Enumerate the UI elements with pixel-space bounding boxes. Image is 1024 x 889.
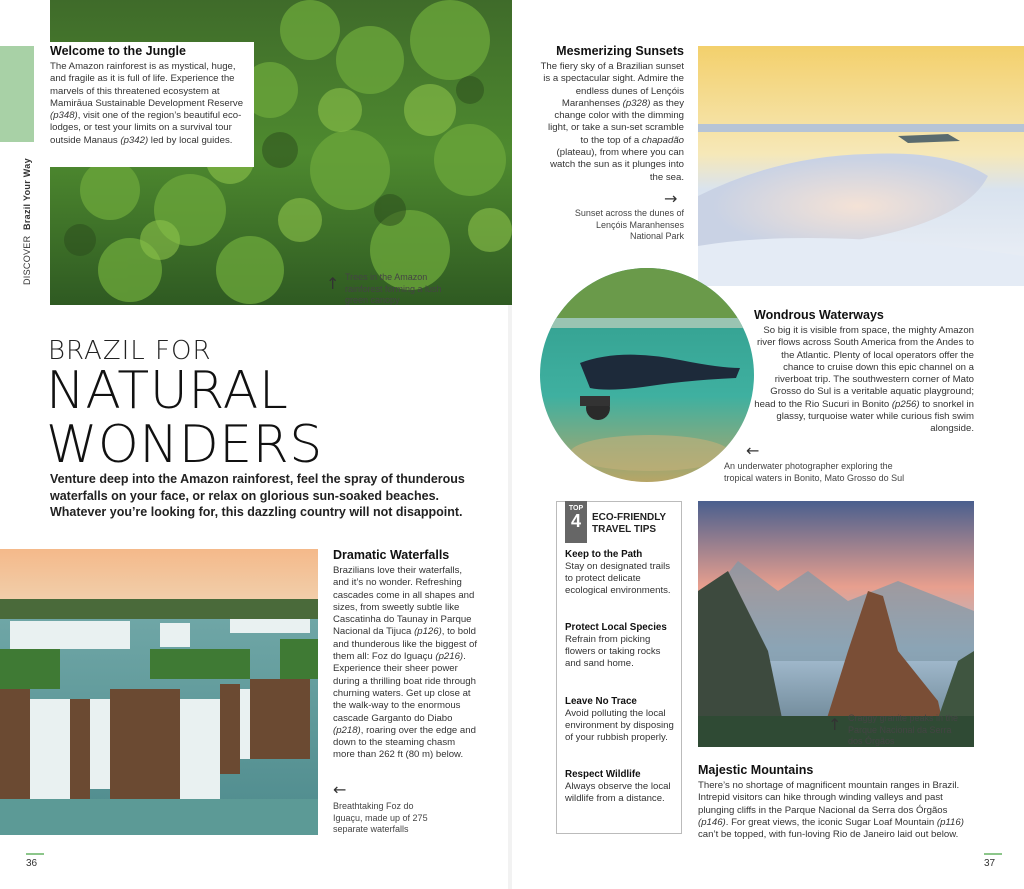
- waterways-body: So big it is visible from space, the mighty Amazon river flows across South America from the Andes to the Atlantic. Plenty of local operators offer the chance to cruise down this epic channel on a riverboat trip. The southwestern corner of Mato Grosso do Sul is a veritable aquatic playground; head to the Rio Sucuri in Bonito (p256) to snorkel in glassy, turquoise water while curious fish swim alongside.: [754, 325, 974, 435]
- granite-peaks-photo: [698, 501, 974, 747]
- jungle-section: [50, 44, 250, 147]
- page-number-right: 37: [984, 853, 1002, 869]
- waterways-section: [754, 308, 978, 436]
- title-line-2: WONDERS: [46, 415, 323, 475]
- sunsets-heading: Mesmerizing Sunsets: [556, 44, 684, 58]
- caption-arrow-left-icon-2: ←: [746, 441, 760, 460]
- jungle-heading: Welcome to the Jungle: [50, 44, 186, 58]
- waterfalls-caption: Breathtaking Foz do Iguaçu, made up of 275 separate waterfalls: [333, 801, 428, 834]
- sunsets-caption: Sunset across the dunes of Lençóis Maranhenses National Park: [574, 208, 684, 241]
- iguacu-falls-photo: [0, 549, 318, 835]
- underwater-photographer-photo: [540, 268, 754, 482]
- section-tab: [0, 46, 34, 142]
- jungle-body: The Amazon rainforest is as mystical, huge, and fragile as it is full of life. Experience the marvels of this threatened ecosystem at Mamirāua Sustainable Development Reserve (p348), visit one of the region’s beautiful eco-lodges, or test your limits on a survival tour outside Manaus (p342) led by local guides.: [50, 61, 244, 146]
- sunsets-section: [540, 44, 684, 184]
- caption-arrow-left-icon: ←: [333, 780, 347, 799]
- page-title: [46, 361, 323, 475]
- mountains-caption: Craggy granite peaks in the Parque Nacional da Serra dos Órgãos: [848, 713, 959, 746]
- jungle-caption: Trees in the Amazon rainforest forming a lush green canopy: [345, 272, 442, 305]
- waterfalls-section: [333, 548, 478, 762]
- title-kicker: BRAZIL FOR: [48, 336, 212, 366]
- mountains-section: [698, 763, 974, 841]
- tip-item: Respect Wildlife Always observe the local wildlife from a distance.: [565, 769, 671, 805]
- waterfalls-body: Brazilians love their waterfalls, and it’s no wonder. Refreshing cascades come in all shapes and sizes, from sweetly subtle like Cascatinha do Taunay in Parque Nacional da Tijuca (p126), to bold and thunderous like the biggest of them all: Foz do Iguaçu (p216). Experience their sheer power during a thrilling boat ride through churning waters. Get up close at the walk-way to the enormous cascade Garganto do Diabo (p218), roaring over the edge and down to the steaming chasm more than 262 ft (80 m) below.: [333, 565, 478, 761]
- waterways-caption: An underwater photographer exploring the tropical waters in Bonito, Mato Grosso do Sul: [724, 461, 905, 483]
- top-badge: TOP 4: [565, 501, 587, 543]
- discover-label: DISCOVER: [22, 235, 32, 285]
- mountains-body: There’s no shortage of magnificent mountain ranges in Brazil. Intrepid visitors can hike through winding valleys and past plunging cliffs in the Parque Nacional da Serra dos Órgãos (p146). For great views, the iconic Sugar Loaf Mountain (p116) can’t be topped, with fun-loving Rio de Janeiro laid out below.: [698, 780, 964, 841]
- mountains-heading: Majestic Mountains: [698, 763, 814, 777]
- intro-text: Venture deep into the Amazon rainforest, feel the spray of thunderous waterfalls on your face, or relax on glorious sun-soaked beaches. Whatever you’re looking for, this dazzling country will not disappoint.: [50, 472, 465, 519]
- sunsets-body: The fiery sky of a Brazilian sunset is a spectacular sight. Admire the endless dunes of Lençóis Maranhenses (p328) as they change color with the dimming light, or take a sun-set scramble to the top of a chapadão (plateau), from where you can watch the sun as it plunges into the sea.: [540, 61, 684, 183]
- dunes-sunset-photo: [698, 46, 1024, 286]
- folio-bar: [984, 853, 1002, 855]
- title-line-1: NATURAL: [46, 361, 289, 421]
- caption-arrow-right-icon: →: [664, 189, 678, 208]
- caption-arrow-up-icon: ↑: [326, 274, 340, 293]
- section-label: [22, 158, 32, 285]
- waterfalls-heading: Dramatic Waterfalls: [333, 548, 450, 562]
- folio-bar: [26, 853, 44, 855]
- tips-title: ECO-FRIENDLY TRAVEL TIPS: [592, 512, 666, 535]
- section-name: Brazil Your Way: [22, 158, 32, 230]
- tip-item: Protect Local Species Refrain from picking flowers or taking rocks and sand home.: [565, 622, 667, 670]
- tip-item: Keep to the Path Stay on designated trails to protect delicate ecological environments.: [565, 549, 671, 597]
- caption-arrow-up-icon-2: ↑: [828, 715, 842, 734]
- page-number-left: 36: [26, 853, 44, 869]
- eco-tips-box: [556, 501, 682, 834]
- tip-item: Leave No Trace Avoid polluting the local environment by disposing of your rubbish properly.: [565, 696, 674, 744]
- waterways-heading: Wondrous Waterways: [754, 308, 884, 322]
